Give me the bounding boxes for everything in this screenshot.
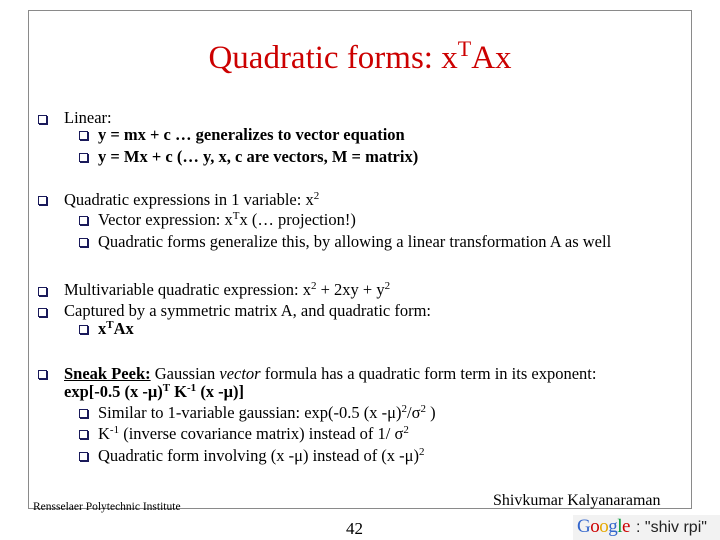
multi-sub: $x^TAx$ — [98, 319, 134, 338]
google-query: : "shiv rpi" — [636, 519, 707, 536]
quad-sub2: Quadratic forms generalize this, by allowing a linear transformation A as well — [98, 232, 612, 251]
bullet-icon — [38, 370, 47, 379]
sub-bullet-icon — [79, 153, 88, 162]
bullet-icon — [38, 196, 47, 205]
sneak-line1: Sneak Peek: Gaussian vector formula has a quadratic form term in its exponent: — [64, 364, 597, 383]
sneak-sub1: Similar to 1-variable gaussian: exp(-0.5 (x $-\mu)^2/\sigma^2$ ) — [98, 403, 436, 422]
author-label: Shivkumar Kalyanaraman — [493, 492, 661, 509]
bullet-icon — [38, 115, 47, 124]
google-logo-letter: o — [590, 516, 600, 537]
quad-sub1: Vector expression: $x^Tx$ (… projection!) — [98, 210, 356, 229]
google-logo-letter: o — [599, 516, 609, 537]
sub-bullet-icon — [79, 430, 88, 439]
linear-label: Linear: — [64, 108, 112, 127]
sub-bullet-icon — [79, 452, 88, 461]
bullet-icon — [38, 308, 47, 317]
page-number: 42 — [346, 519, 363, 538]
google-logo-letter: e — [622, 516, 630, 537]
google-logo-letter: G — [577, 516, 591, 537]
quad-label: Quadratic expressions in 1 variable: $x^2$ — [64, 190, 320, 209]
sneak-line2: exp[-0.5 (x -μ)$^T$ $K^{-1}$ (x -μ)] — [64, 382, 245, 401]
sub-bullet-icon — [79, 131, 88, 140]
institution-label: Rensselaer Polytechnic Institute — [33, 501, 181, 513]
google-logo-letter: g — [608, 516, 618, 537]
sub-bullet-icon — [79, 325, 88, 334]
google-search-banner — [573, 515, 720, 540]
sneak-sub3: Quadratic form involving (x -μ) instead of (x -μ)$^2$ — [98, 446, 425, 465]
bullet-icon — [38, 287, 47, 296]
google-logo — [577, 516, 630, 538]
multi-line2: Captured by a symmetric matrix A, and quadratic form: — [64, 301, 432, 320]
sneak-sub2: $K^{-1}$ (inverse covariance matrix) instead of 1/ $\sigma^2$ — [98, 424, 409, 443]
multi-line1: Multivariable quadratic expression: $x^2 + 2xy + y^2$ — [64, 280, 391, 299]
sub-bullet-icon — [79, 238, 88, 247]
linear-sub2: y = Mx + c (… y, x, c are vectors, M = matrix) — [98, 147, 419, 166]
sub-bullet-icon — [79, 216, 88, 225]
linear-sub1: y = mx + c … generalizes to vector equation — [98, 125, 405, 144]
sub-bullet-icon — [79, 409, 88, 418]
google-logo-letter: l — [617, 516, 623, 537]
slide-title: Quadratic forms: $x^TAx$ — [208, 36, 512, 76]
